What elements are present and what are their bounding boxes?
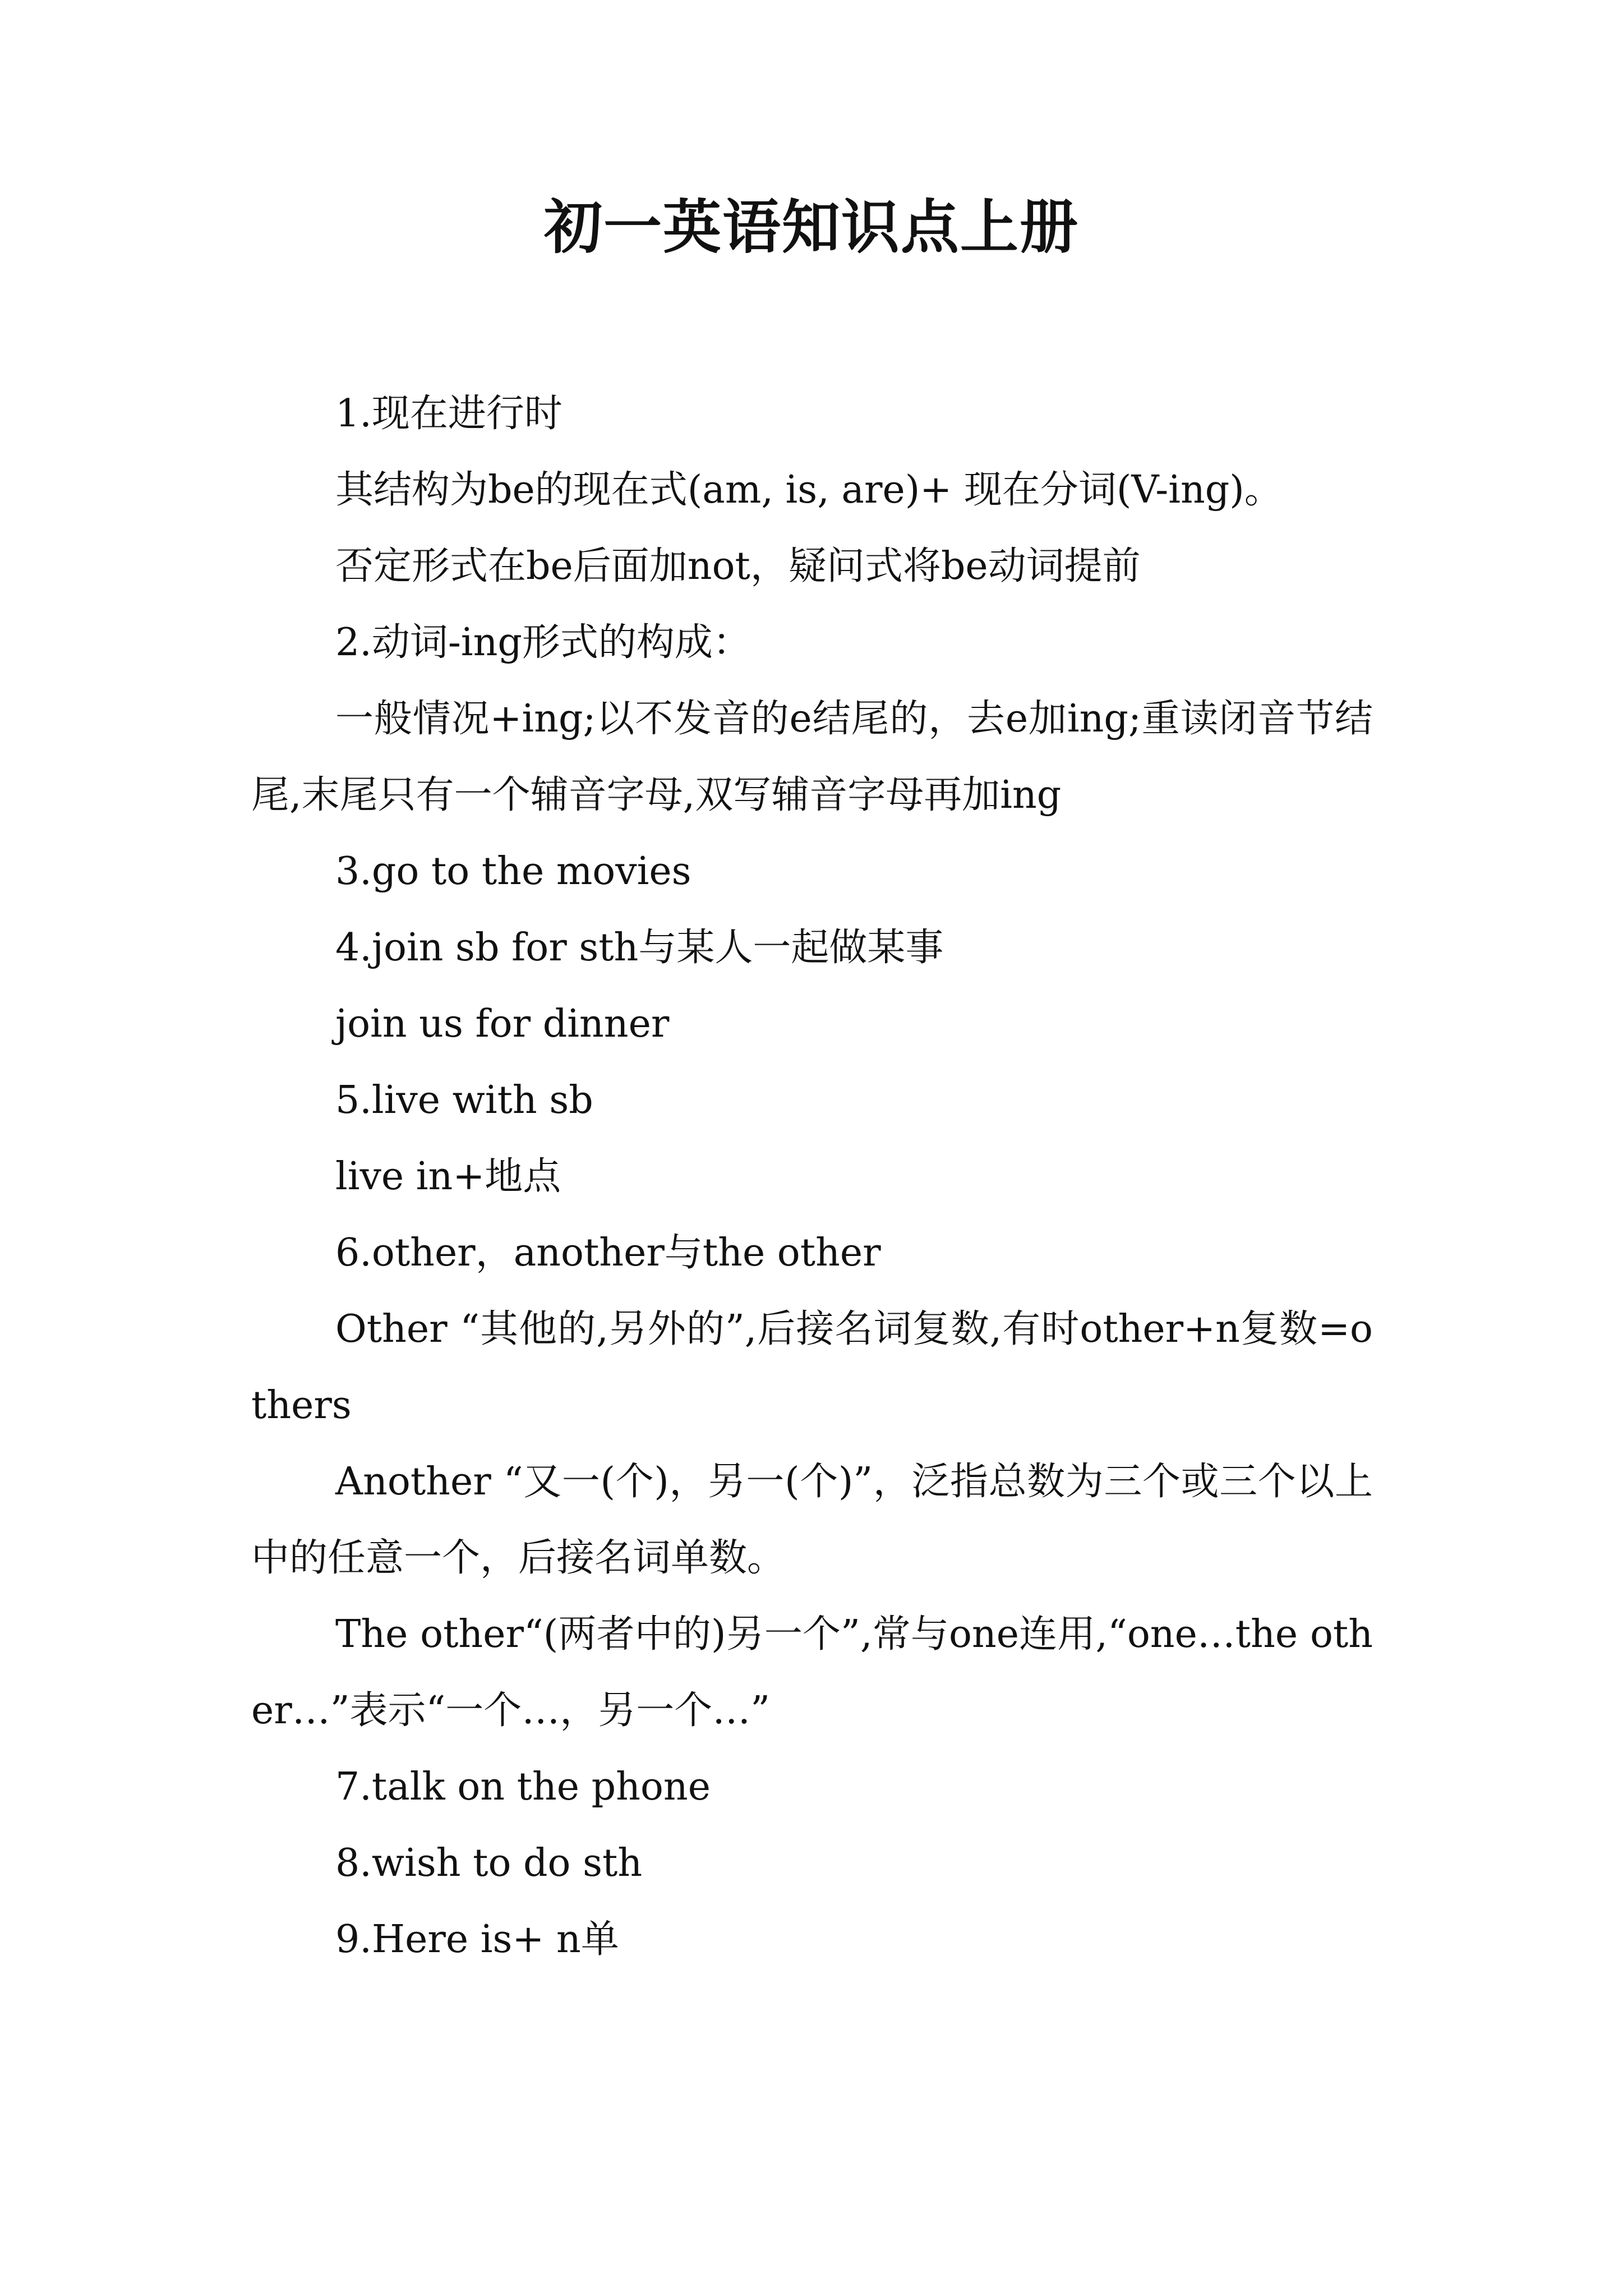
paragraph: Other “其他的,另外的”,后接名词复数,有时other+n复数=others (251, 1307, 1373, 1428)
paragraph: 否定形式在be后面加not，疑问式将be动词提前 (335, 544, 1141, 588)
paragraph: 6.other，another与the other (335, 1231, 881, 1275)
paragraph: 9.Here is+ n单 (335, 1917, 619, 1962)
paragraph: 7.talk on the phone (335, 1765, 711, 1809)
paragraph: 其结构为be的现在式(am, is, are)+ 现在分词(V-ing)。 (335, 468, 1283, 512)
paragraph: 一般情况+ing;以不发音的e结尾的，去e加ing;重读闭音节结尾,末尾只有一个辅音字母,双写辅音字母再加ing (251, 697, 1373, 817)
paragraph: 8.wish to do sth (335, 1841, 643, 1885)
paragraph: 5.live with sb (335, 1078, 593, 1122)
document-body (251, 376, 1373, 1978)
paragraph: 4.join sb for sth与某人一起做某事 (335, 926, 944, 970)
paragraph: live in+地点 (335, 1154, 561, 1199)
paragraph: The other“(两者中的)另一个”,常与one连用,“one…the other…”表示“一个…，另一个…” (251, 1612, 1373, 1733)
paragraph: 3.go to the movies (335, 849, 691, 894)
paragraph: Another “又一(个)，另一(个)”，泛指总数为三个或三个以上中的任意一个，后接名词单数。 (251, 1460, 1373, 1580)
paragraph: 2.动词-ing形式的构成： (335, 620, 751, 665)
paragraph: 1.现在进行时 (335, 392, 562, 436)
paragraph: join us for dinner (335, 1002, 670, 1046)
document-title: 初一英语知识点上册 (543, 192, 1079, 261)
